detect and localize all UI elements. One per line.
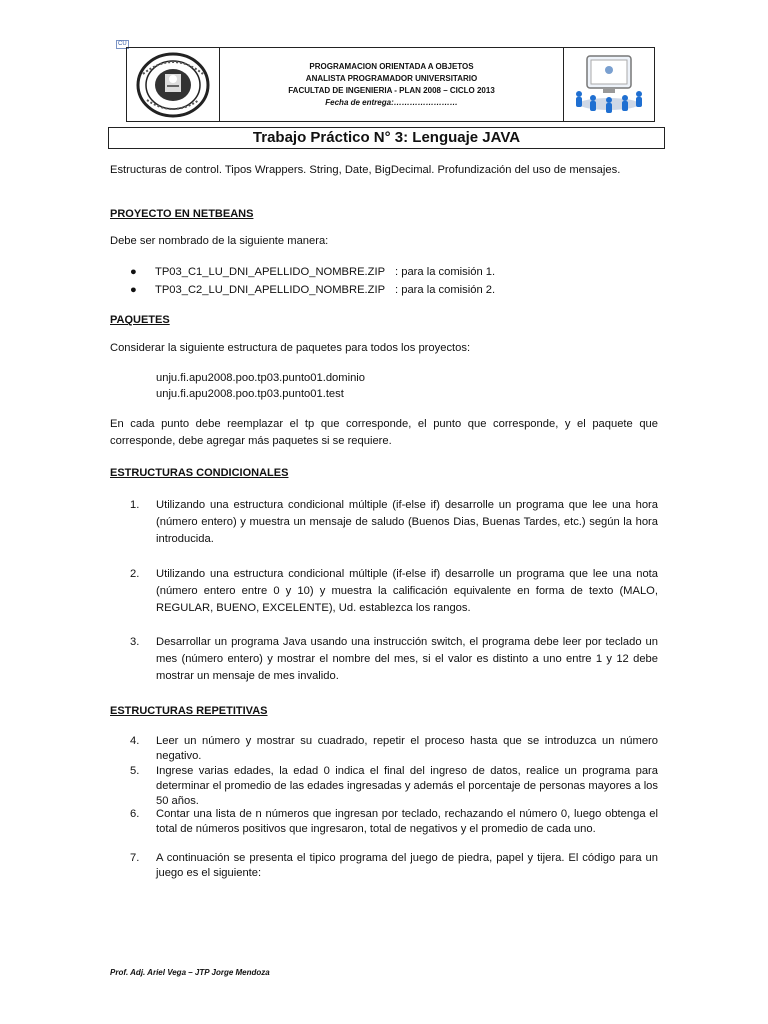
header-text-block <box>220 48 564 121</box>
section-heading-proyecto: PROYECTO EN NETBEANS <box>110 208 254 220</box>
list-item <box>130 264 650 282</box>
item-number: 2. <box>130 568 140 580</box>
zip-description: : para la comisión 2. <box>395 283 496 296</box>
item-text: Utilizando una estructura condicional múltiple (if-else if) desarrolle un programa que lee una nota (número entero entre 0 y 10) y muestra la calificación equivalente en forma de texto (MALO, REGULAR, BUENO, EXCELENTE), Ud. establezca los rangos. <box>156 568 658 614</box>
bullet-icon: ● <box>130 266 137 278</box>
section-heading-paquetes: PAQUETES <box>110 314 170 326</box>
item-number: 7. <box>130 852 140 864</box>
header-course: PROGRAMACION ORIENTADA A OBJETOS <box>309 61 474 71</box>
item-text: Ingrese varias edades, la edad 0 indica el final del ingreso de datos, realice un programa para determinar el promedio de las edades ingresadas y además el porcentaje de personas mayores a los 50 años. <box>156 765 658 807</box>
header-faculty: FACULTAD DE INGENIERIA - PLAN 2008 – CICLO 2013 <box>288 85 495 95</box>
university-seal-icon <box>127 48 220 121</box>
list-item <box>130 734 658 764</box>
item-text: Leer un número y mostrar su cuadrado, repetir el proceso hasta que se introduzca un número negativo. <box>156 735 658 762</box>
section-heading-repetitivas: ESTRUCTURAS REPETITIVAS <box>110 705 268 717</box>
list-item <box>130 807 658 837</box>
list-item <box>130 764 658 809</box>
list-item <box>130 497 658 548</box>
item-text: Contar una lista de n números que ingresan por teclado, rechazando el número 0, luego obtenga el total de números positivos que ingresaron, total de negativos y el promedio de cada uno. <box>156 808 658 835</box>
paquetes-note: En cada punto debe reemplazar el tp que corresponde, el punto que corresponde, y el paquete que corresponde, debe agregar más paquetes si se requiere. <box>110 418 658 447</box>
item-text: A continuación se presenta el tipico programa del juego de piedra, papel y tijera. El código para un juego es el siguiente: <box>156 852 658 879</box>
document-title: Trabajo Práctico N° 3: Lenguaje JAVA <box>108 127 665 149</box>
page-footer: Prof. Adj. Ariel Vega – JTP Jorge Mendoza <box>110 968 270 977</box>
item-number: 4. <box>130 735 140 747</box>
package-line: unju.fi.apu2008.poo.tp03.punto01.test <box>156 388 344 400</box>
item-number: 3. <box>130 636 140 648</box>
list-item <box>130 851 658 881</box>
zip-name: TP03_C1_LU_DNI_APELLIDO_NOMBRE.ZIP <box>155 266 386 278</box>
corner-mark: CU <box>118 41 127 47</box>
bullet-icon: ● <box>130 283 137 296</box>
header-career: ANALISTA PROGRAMADOR UNIVERSITARIO <box>305 73 478 83</box>
paquetes-text: Considerar la siguiente estructura de paquetes para todos los proyectos: <box>110 342 471 354</box>
zip-description: : para la comisión 1. <box>395 266 496 278</box>
item-text: Utilizando una estructura condicional múltiple (if-else if) desarrolle un programa que lee una hora (número entero) y muestra un mensaje de saludo (Buenos Dias, Buenas Tardes, etc.) según la hora introducida. <box>156 499 658 545</box>
document-header <box>126 47 655 122</box>
list-item <box>130 566 658 617</box>
list-item <box>130 282 650 300</box>
item-number: 5. <box>130 765 140 777</box>
section-heading-condicionales: ESTRUCTURAS CONDICIONALES <box>110 467 289 479</box>
package-line: unju.fi.apu2008.poo.tp03.punto01.dominio <box>156 372 366 384</box>
item-text: Desarrollar un programa Java usando una instrucción switch, el programa debe leer por teclado un mes (número entero) y mostrar el nombre del mes, si el valor es distinto a uno entre 1 y 12 debe mostrar un mensaje de mes invalido. <box>156 636 658 682</box>
proyecto-bullets <box>130 264 650 299</box>
item-number: 6. <box>130 808 140 820</box>
team-computer-icon <box>564 48 654 121</box>
proyecto-text: Debe ser nombrado de la siguiente manera: <box>110 235 329 247</box>
list-item <box>130 634 658 685</box>
header-due-date: Fecha de entrega:…………………… <box>325 97 458 107</box>
zip-name: TP03_C2_LU_DNI_APELLIDO_NOMBRE.ZIP <box>155 283 386 296</box>
item-number: 1. <box>130 499 140 511</box>
intro-text: Estructuras de control. Tipos Wrappers. String, Date, BigDecimal. Profundización del uso de mensajes. <box>110 164 621 176</box>
